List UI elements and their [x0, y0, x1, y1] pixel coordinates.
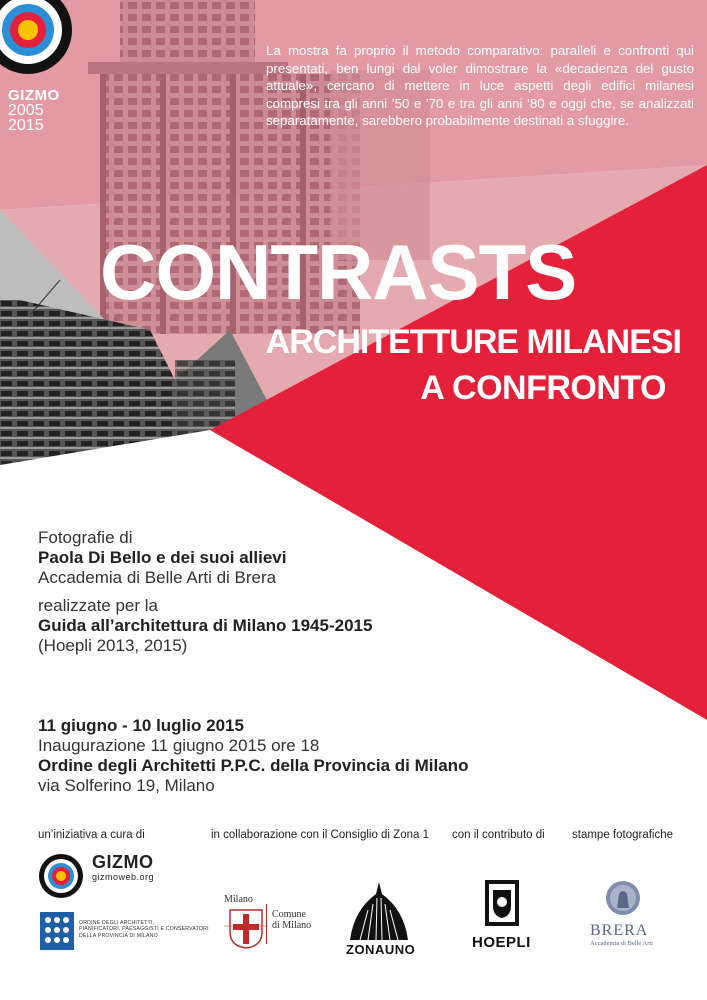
zonauno-logo: ZONAUNO	[346, 942, 416, 957]
brand-name: GIZMO	[8, 87, 60, 104]
collab-label: in collaborazione con il Consiglio di Zona 1	[211, 829, 429, 841]
academy: Accademia di Belle Arti di Brera	[38, 568, 277, 587]
gizmo-url: gizmoweb.org	[92, 872, 155, 882]
brera-sub: Accademia di Belle Arti	[590, 940, 653, 947]
comune-word-1: Comune	[272, 909, 306, 920]
subtitle-line-2: A CONFRONTO	[420, 369, 666, 407]
publisher: (Hoepli 2013, 2015)	[38, 636, 188, 655]
credits-block	[38, 528, 598, 656]
made-for-label: realizzate per la	[38, 596, 159, 615]
subtitle-line-1: ARCHITETTURE MILANESI	[265, 323, 681, 361]
brera-seal-icon	[605, 880, 641, 916]
comune-milano-crest-icon	[224, 906, 268, 950]
event-opening: Inaugurazione 11 giugno 2015 ore 18	[38, 736, 320, 755]
hoepli-logo: HOEPLI	[472, 934, 531, 951]
ordine-architetti-text	[79, 920, 219, 939]
event-address: via Solferino 19, Milano	[38, 776, 215, 795]
comune-divider	[266, 904, 267, 944]
photographer: Paola Di Bello e dei suoi allievi	[38, 548, 287, 567]
ordine-line-3: DELLA PROVINCIA DI MILANO	[79, 932, 158, 939]
event-block	[38, 716, 598, 796]
gizmo-brand-years	[8, 88, 60, 133]
guide-title: Guida all’architettura di Milano 1945-2015	[38, 616, 373, 635]
prints-label: stampe fotografiche	[572, 829, 674, 841]
event-dates: 11 giugno - 10 luglio 2015	[38, 716, 244, 735]
event-venue: Ordine degli Architetti P.P.C. della Provincia di Milano	[38, 756, 469, 775]
photos-label: Fotografie di	[38, 528, 133, 547]
year-end: 2015	[8, 117, 44, 134]
zonauno-dome-icon	[346, 880, 412, 942]
comune-city: Milano	[224, 894, 253, 905]
initiative-label: un’iniziativa a cura di	[38, 829, 145, 841]
year-start: 2005	[8, 102, 44, 119]
intro-paragraph: La mostra fa proprio il metodo comparativo: paralleli e confronti qui presentati, ben lungi dal voler dimostrare la «decadenza del gusto attuale», cercano di mettere in luce aspetti degli edifici milanesi compresi tra gli anni ’50 e ’70 e tra gli anni ’80 e oggi che, se analizzati separatamente, sarebbero probabilmente destinati a sfuggire.	[266, 43, 694, 128]
gizmo-footer-logo: GIZMO	[92, 852, 154, 872]
ordine-line-1: ORDINE DEGLI ARCHITETTI,	[79, 920, 155, 926]
ordine-architetti-icon	[40, 912, 74, 950]
hoepli-crest-icon	[485, 880, 519, 926]
brera-logo: BRERA	[590, 922, 649, 939]
gizmo-footer-target-icon	[38, 853, 84, 899]
comune-word-2: di Milano	[272, 920, 312, 931]
contrib-label: con il contributo di	[452, 829, 545, 841]
main-title: CONTRASTS	[100, 228, 577, 316]
comune-name	[272, 909, 311, 931]
ordine-line-2: PIANIFICATORI, PAESAGGISTI E CONSERVATORI	[79, 926, 209, 933]
